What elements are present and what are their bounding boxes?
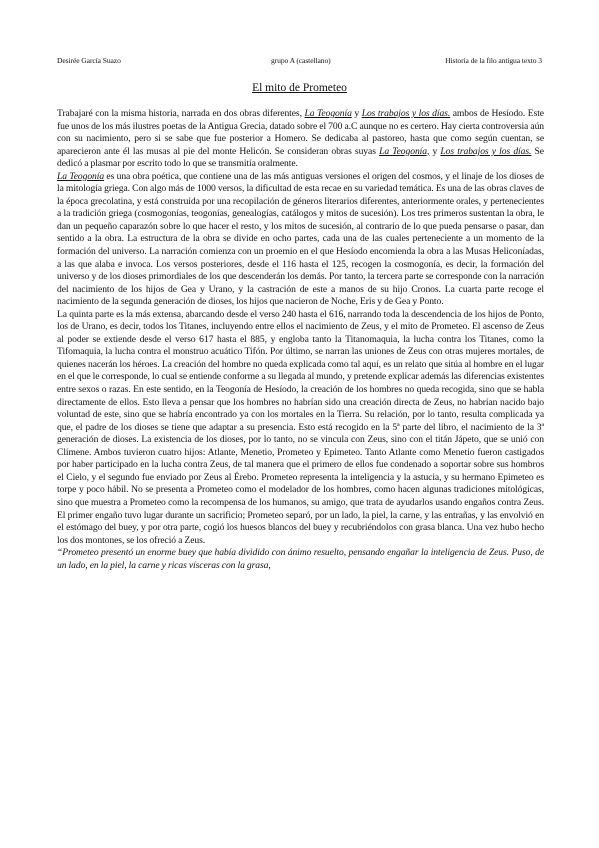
course-label: Historia de la filo antigua texto 3 xyxy=(445,56,542,65)
paragraph-text: y xyxy=(351,108,362,119)
paragraph-text: y xyxy=(429,145,441,157)
document-body xyxy=(57,108,544,572)
quote-hesiod: “Prometeo presentó un enorme buey que había dividido con ánimo resuelto, pensando engañar la inteligencia de Zeus. Puso, de un lado, en la piel, la carne y ricas vísceras con la grasa, xyxy=(57,547,544,571)
paragraph-text: Trabajaré con la misma historia, narrada en dos obras diferentes, xyxy=(57,108,305,119)
work-reference-theogony: La Teogonía xyxy=(304,108,352,119)
paragraph-text: es una obra poética, que contiene una de las más antiguas versiones el origen del cosmos, y el linaje de los dioses de la mitología griega. Con algo más de 1000 versos, la dificultad de esta recae en su variedad temática. Es una de las obras claves de la época grecolatina, y está construida por una recopilación de géneros literarios diferentes, anteriormente orales, y pertenecientes a la tradición griega (cosmogonías, teogonías, genealogías, catálogos y mitos de sucesión). Los tres primeros sustentan la obra, le dan un pequeño caparazón sobre lo que hacer el resto, y los mitos de sucesión, al contrario de lo que pueda pensarse o pasar, dan sentido a la obra. La estructura de la obra se divide en ocho partes, cada una de las cuales perteneciente a un momento de la formación del universo. La narración comienza con un proemio en el que Hesíodo encomienda la obra a las Musas Heliconíadas, a las que alaba e invoca. Los versos posteriores, desde el 116 hasta el 125, recogen la cosmogonía, es decir, la formación del universo y de los dioses primordiales de los que descenderán los demás. Por tanto, la tercera parte se corresponde con la narración del nacimiento de los hijos de Gea y Urano, y la castración de este a manos de su hijo Cronos. La cuarta parte recoge el nacimiento de la segunda generación de dioses, los hijos que nacieron de Noche, Eris y de Gea y Ponto. xyxy=(57,170,544,308)
document-title: El mito de Prometeo xyxy=(252,82,347,94)
group-label: grupo A (castellano) xyxy=(271,56,331,65)
paragraph-text: Se dedicó a plasmar por escrito todo lo que se transmitía oralmente. xyxy=(57,145,544,170)
paragraph-theogony xyxy=(57,171,544,309)
paragraph-intro xyxy=(57,108,544,171)
page-header xyxy=(57,56,542,70)
paragraph-fifth-part: La quinta parte es la más extensa, abarcando desde el verso 240 hasta el 616, narrando toda la descendencia de los hijos de Ponto, los de Urano, es decir, todos los Titanes, incluyendo entre ellos el nacimiento de Zeus, y el mito de Prometeo. El ascenso de Zeus al poder se extiende desde el verso 617 hasta el 885, y engloba tanto la Titanomaquia, la lucha contra los Titanes, como la Tifomaquia, la lucha contra el monstruo acuático Tifón. Por último, se narran las uniones de Zeus con otras mujeres mortales, de quienes nacerán los héroes. La creación del hombre no queda explicada como tal aquí, es un relato que sitúa al hombre en el lugar en el que le corresponde, lo cual se entiende conforme a su llegada al mundo, y pretende explicar además las diferencias existentes entre sexos o razas. En este sentido, en la Teogonía de Hesíodo, la creación de los hombres no queda recogida, sino que se habla directamente de ellos. Esto lleva a pensar que los hombres no habrían sido una creación directa de Zeus, no habrían nacido bajo voluntad de este, sino que se habría encontrado ya con los mortales en la Tierra. Su relación, por lo tanto, resulta complicada ya que, el padre de los dioses se tiene que adaptar a su presencia. Esto está recogido en la 5ª parte del libro, el nacimiento de la 3ª generación de dioses. La existencia de los dioses, por lo tanto, no se vincula con Zeus, sino con el titán Jápeto, que se unió con Clímene. Ambos tuvieron cuatro hijos: Atlante, Menetio, Prometeo y Epimeteo. Tanto Atlante como Menetio fueron castigados por haber participado en la lucha contra Zeus, de tal manera que el primero de ellos fue condenado a soportar sobre sus hombros el Cielo, y el segundo fue enviado por Zeus al Érebo. Prometeo representa la inteligencia y la astucia, y su hermano Epimeteo es torpe y poco hábil. No se presenta a Prometeo como el modelador de los hombres, como hacen algunas tradiciones mitológicas, sino que muestra a Prometeo como la recompensa de los humanos, su amigo, que trata de ayudarlos usando engaños contra Zeus. El primer engaño tuvo lugar durante un sacrificio; Prometeo separó, por un lado, la piel, la carne, y las entrañas, y las envolvió en el estómago del buey, y por otra parte, cogió los huesos blancos del buey y recubriéndolos con grasa blanca. Una vez hubo hecho los dos montones, se los ofreció a Zeus. xyxy=(57,308,544,546)
paragraph-text: ambos de Hesíodo. Este fue unos de los más ilustres poetas de la Antigua Grecia, datado sobre el 700 a.C aunque no es certero. Hay cierta controversia aún con su nacimiento, pero si se sabe que fue posterior a Homero. Se dedicaba al pastoreo, hasta que como según cuentan, se aparecieron ante él las musas al pie del monte Helicón. Se consideran obras suyas xyxy=(57,108,544,157)
work-reference-works-and-days: Los trabajos y los días. xyxy=(440,145,532,157)
work-reference-theogony: La Teogonía xyxy=(57,170,105,182)
work-reference-theogony: La Teogonía, xyxy=(379,145,430,157)
author-name: Desirée García Suazo xyxy=(57,56,121,65)
work-reference-works-and-days: Los trabajos y los días. xyxy=(361,108,451,119)
